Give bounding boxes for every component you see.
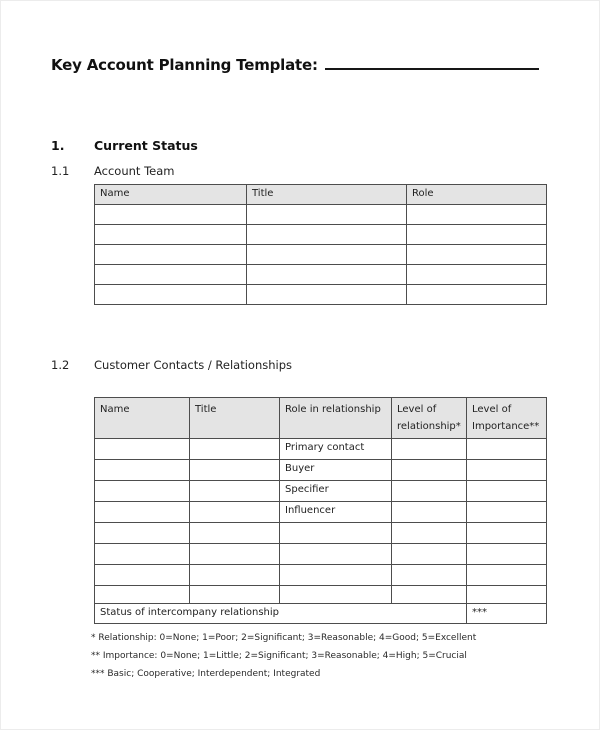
table-cell <box>280 523 392 544</box>
subsection-title: Customer Contacts / Relationships <box>94 358 293 372</box>
table-cell <box>407 265 547 285</box>
header-cell-level-of-importance: Level of Importance** <box>467 398 547 439</box>
table-row <box>95 565 547 586</box>
table-cell <box>247 265 407 285</box>
section-heading-current-status <box>51 138 198 153</box>
table-row <box>95 544 547 565</box>
table-row <box>95 205 547 225</box>
table-cell <box>190 544 280 565</box>
table-cell <box>467 523 547 544</box>
table-cell-role: Influencer <box>280 502 392 523</box>
title-fill-in-line <box>325 56 539 70</box>
table-cell <box>280 565 392 586</box>
table-row <box>95 245 547 265</box>
table-cell <box>280 586 392 604</box>
table-cell <box>95 265 247 285</box>
table-cell <box>392 544 467 565</box>
table-cell <box>95 285 247 305</box>
table-row <box>95 439 547 460</box>
header-cell-title: Title <box>190 398 280 439</box>
customer-contacts-table <box>94 397 547 624</box>
table-cell <box>392 502 467 523</box>
table-footer-row <box>95 604 547 624</box>
table-row <box>95 225 547 245</box>
table-cell <box>95 565 190 586</box>
table-cell <box>392 586 467 604</box>
table-row <box>95 285 547 305</box>
table-header-row <box>95 185 547 205</box>
table-cell <box>407 225 547 245</box>
table-cell <box>95 205 247 225</box>
table-cell <box>95 586 190 604</box>
subsection-title: Account Team <box>94 164 175 178</box>
table-row <box>95 265 547 285</box>
page-title-text: Key Account Planning Template: <box>51 56 318 74</box>
header-cell-role: Role <box>407 185 547 205</box>
table-row <box>95 523 547 544</box>
subsection-heading-customer-contacts <box>51 358 292 372</box>
table-cell-role: Buyer <box>280 460 392 481</box>
subsection-number: 1.2 <box>51 358 70 372</box>
table-cell <box>190 439 280 460</box>
section-title: Current Status <box>94 138 198 153</box>
table-row <box>95 481 547 502</box>
table-cell <box>95 481 190 502</box>
table-cell <box>467 544 547 565</box>
footer-value-cell: *** <box>467 604 547 624</box>
footnote-relationship-scale: * Relationship: 0=None; 1=Poor; 2=Significant; 3=Reasonable; 4=Good; 5=Excellent <box>91 633 477 643</box>
table-cell <box>392 460 467 481</box>
table-cell <box>190 523 280 544</box>
account-team-table <box>94 184 547 305</box>
header-cell-level-of-relationship: Level of relationship* <box>392 398 467 439</box>
table-cell <box>190 586 280 604</box>
table-cell <box>392 481 467 502</box>
table-cell <box>467 565 547 586</box>
table-cell <box>95 460 190 481</box>
subsection-number: 1.1 <box>51 164 70 178</box>
table-cell <box>95 502 190 523</box>
footnote-status-legend: *** Basic; Cooperative; Interdependent; Integrated <box>91 669 321 679</box>
table-cell <box>467 502 547 523</box>
table-cell <box>95 225 247 245</box>
section-number: 1. <box>51 138 65 153</box>
table-cell <box>392 439 467 460</box>
table-cell <box>407 205 547 225</box>
table-cell-role: Primary contact <box>280 439 392 460</box>
header-cell-name: Name <box>95 398 190 439</box>
header-cell-title: Title <box>247 185 407 205</box>
header-cell-name: Name <box>95 185 247 205</box>
table-cell <box>280 544 392 565</box>
table-cell <box>392 523 467 544</box>
table-cell <box>392 565 467 586</box>
table-cell <box>247 285 407 305</box>
table-cell <box>407 245 547 265</box>
table-row <box>95 586 547 604</box>
table-header-row <box>95 398 547 439</box>
table-cell <box>190 481 280 502</box>
table-cell <box>467 460 547 481</box>
table-row <box>95 460 547 481</box>
footnote-importance-scale: ** Importance: 0=None; 1=Little; 2=Significant; 3=Reasonable; 4=High; 5=Crucial <box>91 651 467 661</box>
table-cell <box>467 481 547 502</box>
header-cell-role-in-relationship: Role in relationship <box>280 398 392 439</box>
table-cell <box>95 439 190 460</box>
page-title <box>51 56 539 74</box>
table-cell-role: Specifier <box>280 481 392 502</box>
subsection-heading-account-team <box>51 164 174 178</box>
table-cell <box>190 502 280 523</box>
table-cell <box>190 460 280 481</box>
table-cell <box>95 544 190 565</box>
table-cell <box>95 245 247 265</box>
table-cell <box>407 285 547 305</box>
table-cell <box>95 523 190 544</box>
table-cell <box>467 439 547 460</box>
footnotes <box>91 629 476 683</box>
footer-label-cell: Status of intercompany relationship <box>95 604 467 624</box>
table-cell <box>467 586 547 604</box>
table-cell <box>247 245 407 265</box>
table-cell <box>247 225 407 245</box>
table-cell <box>190 565 280 586</box>
table-cell <box>247 205 407 225</box>
table-row <box>95 502 547 523</box>
